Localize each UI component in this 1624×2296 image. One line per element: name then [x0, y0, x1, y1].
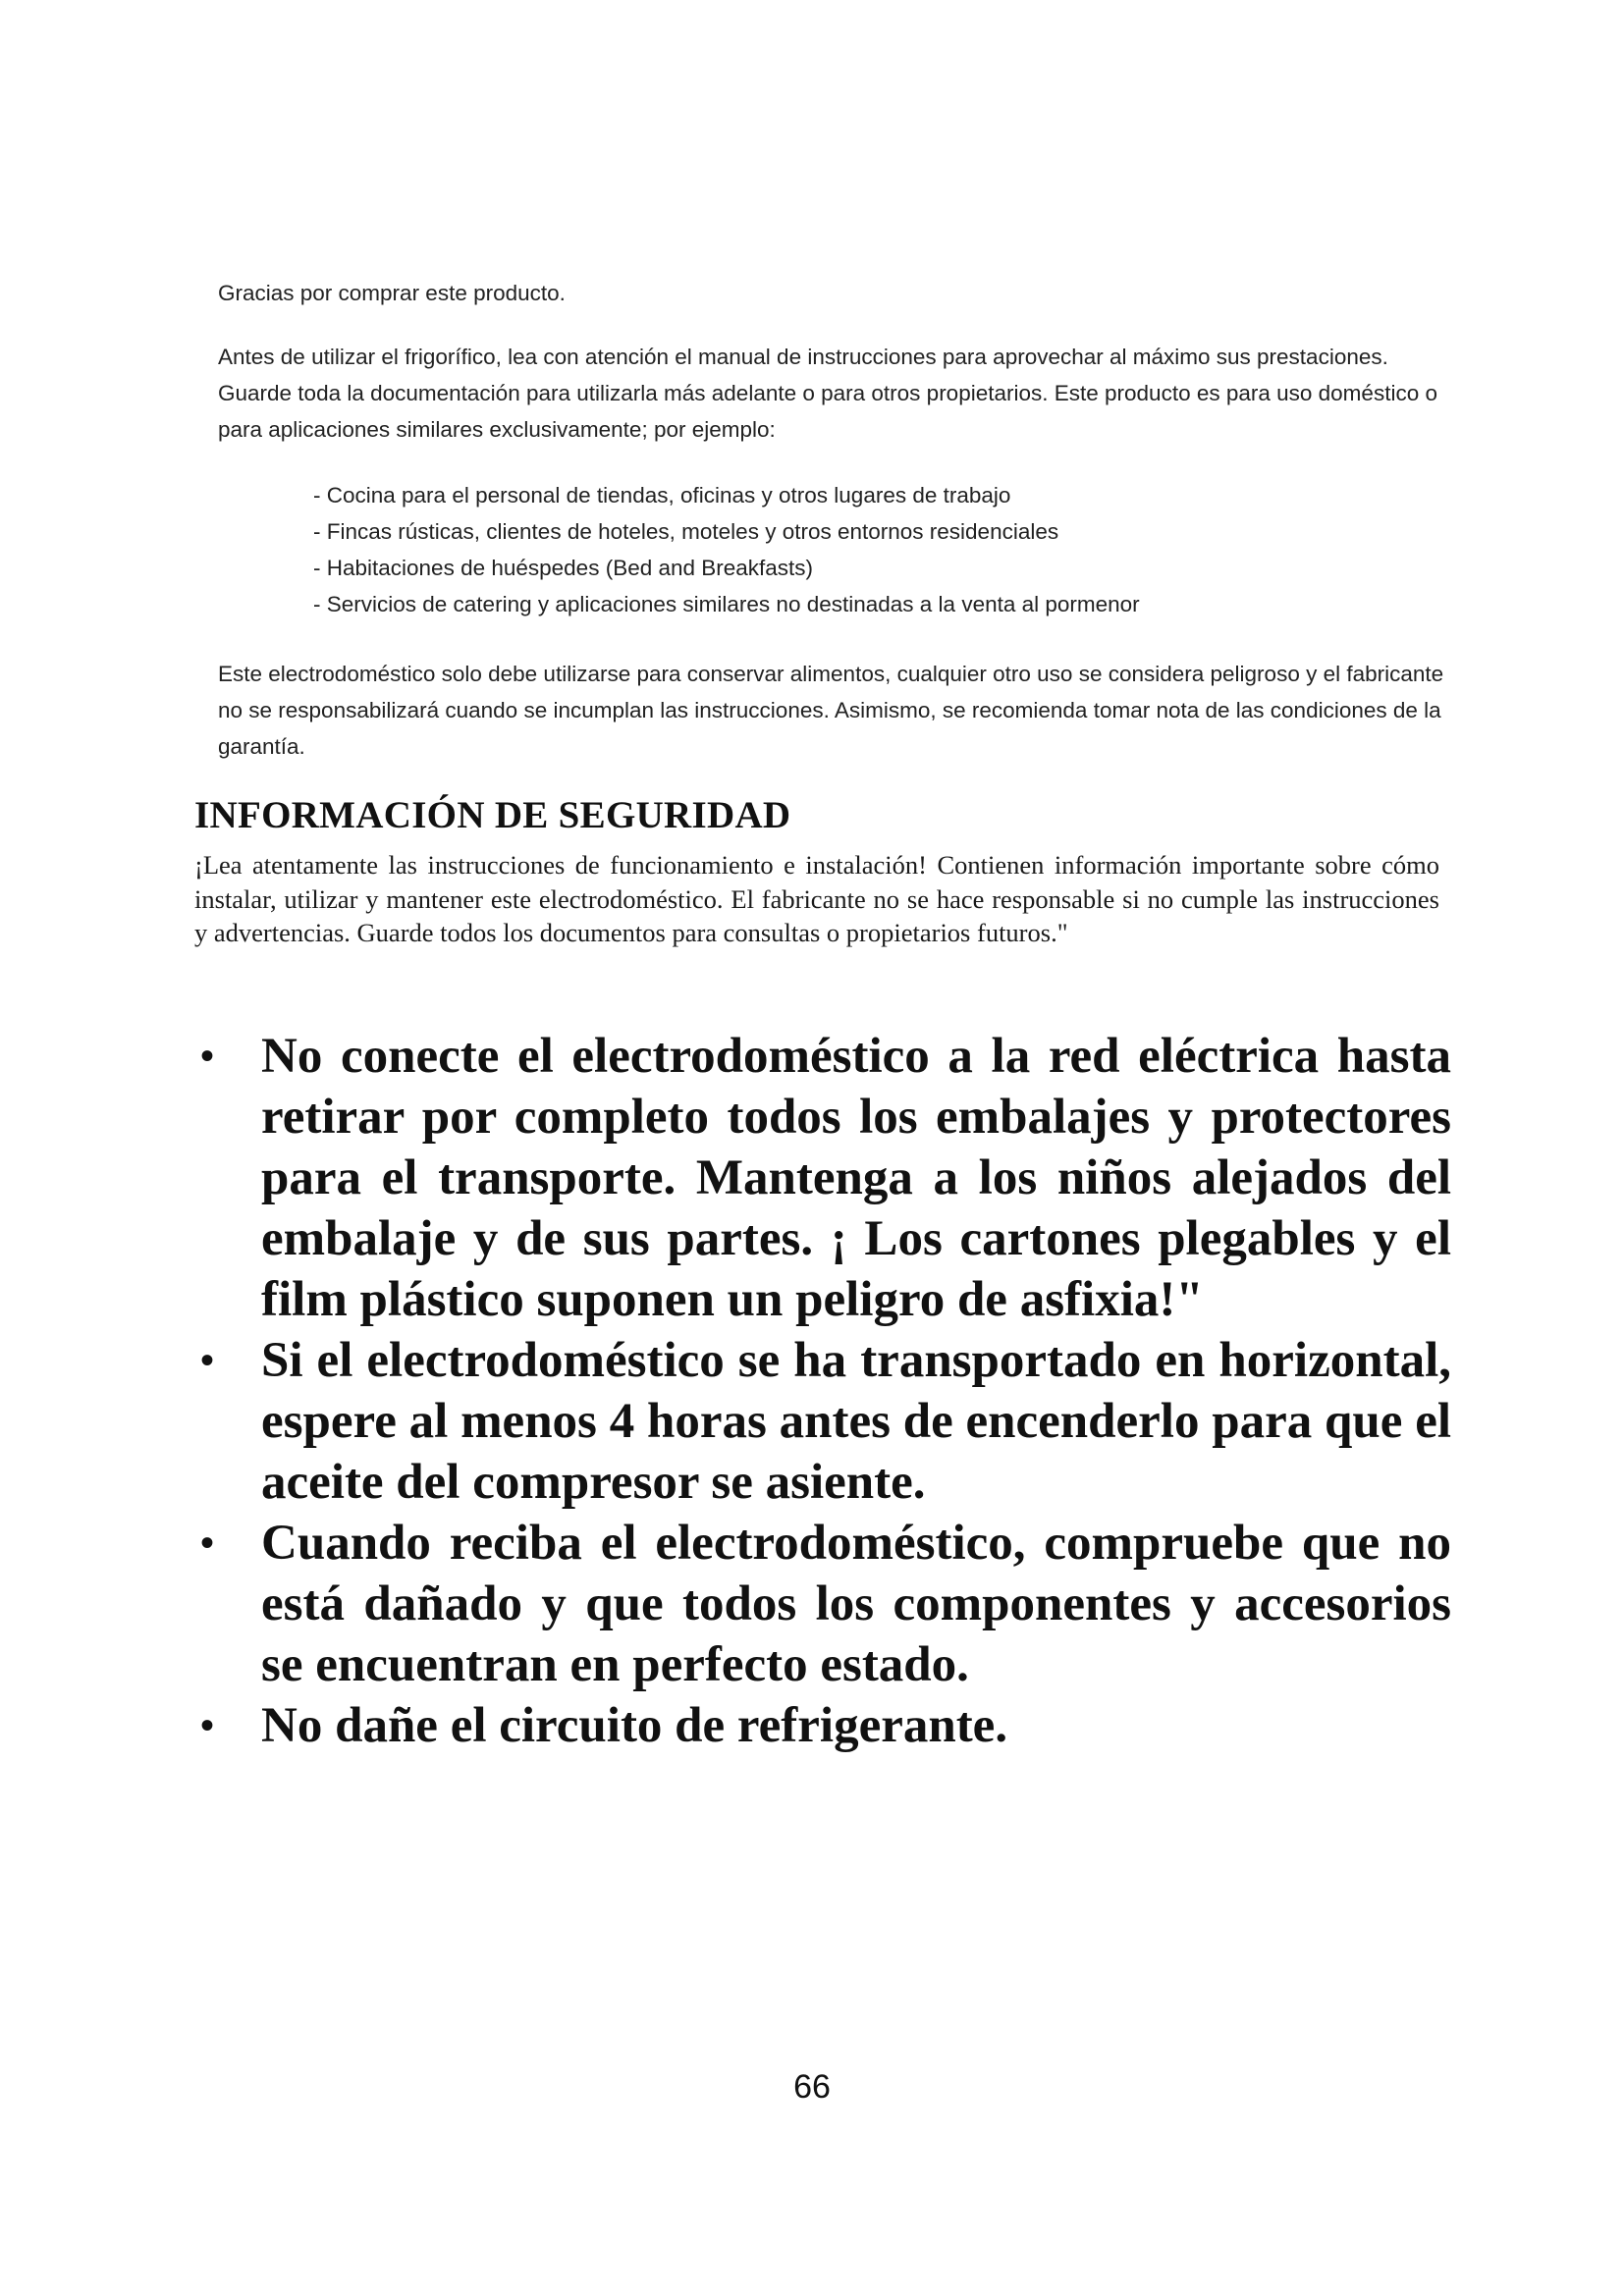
bullet-icon: • [200, 1703, 215, 1747]
usage-example-item: - Servicios de catering y aplicaciones similares no destinadas a la venta al pormenor [313, 592, 1140, 616]
warning-item [194, 1695, 1451, 1756]
safety-heading: INFORMACIÓN DE SEGURIDAD [194, 794, 791, 836]
bullet-icon: • [200, 1521, 215, 1565]
warning-item [194, 1026, 1451, 1330]
usage-examples-list [218, 477, 1445, 622]
intro-section [218, 275, 1445, 765]
usage-example-item: - Habitaciones de huéspedes (Bed and Breakfasts) [313, 556, 814, 580]
safety-intro-paragraph: ¡Lea atentamente las instrucciones de funcionamiento e instalación! Contienen información importante sobre cómo instalar, utilizar y mantener este electrodoméstico. El fabricante no se hace responsable si no cumple las instrucciones y advertencias. Guarde todos los documentos para consultas o propietarios futuros." [194, 850, 1439, 947]
page-number: 66 [793, 2068, 831, 2106]
safety-warnings-list [194, 1026, 1451, 1756]
purpose-paragraph: Este electrodoméstico solo debe utilizarse para conservar alimentos, cualquier otro uso se considera peligroso y el fabricante no se responsabilizará cuando se incumplan las instrucciones. Asimismo, se recomienda tomar nota de las condiciones de la garantía. [218, 662, 1444, 759]
usage-example-item: - Cocina para el personal de tiendas, oficinas y otros lugares de trabajo [313, 483, 1011, 507]
warning-text: Cuando reciba el electrodoméstico, compruebe que no está dañado y que todos los componentes y accesorios se encuentran en perfecto estado. [261, 1516, 1451, 1692]
warning-text: No dañe el circuito de refrigerante. [261, 1698, 1008, 1753]
bullet-icon: • [200, 1338, 215, 1382]
warning-text: Si el electrodoméstico se ha transportado en horizontal, espere al menos 4 horas antes de encenderlo para que el aceite del compresor se asiente. [261, 1333, 1451, 1510]
thanks-paragraph: Gracias por comprar este producto. [218, 281, 566, 305]
bullet-icon: • [200, 1034, 215, 1078]
warning-item [194, 1513, 1451, 1695]
before-use-paragraph: Antes de utilizar el frigorífico, lea con atención el manual de instrucciones para aprovechar al máximo sus prestaciones. Guarde toda la documentación para utilizarla más adelante o para otros propietarios. Este producto es para uso doméstico o para aplicaciones similares exclusivamente; por ejemplo: [218, 345, 1437, 442]
warning-item [194, 1330, 1451, 1513]
usage-example-item: - Fincas rústicas, clientes de hoteles, moteles y otros entornos residenciales [313, 519, 1059, 544]
warning-text: No conecte el electrodoméstico a la red eléctrica hasta retirar por completo todos los embalajes y protectores para el transporte. Mantenga a los niños alejados del embalaje y de sus partes. ¡ Los cartones plegables y el film plástico suponen un peligro de asfixia!" [261, 1029, 1451, 1327]
